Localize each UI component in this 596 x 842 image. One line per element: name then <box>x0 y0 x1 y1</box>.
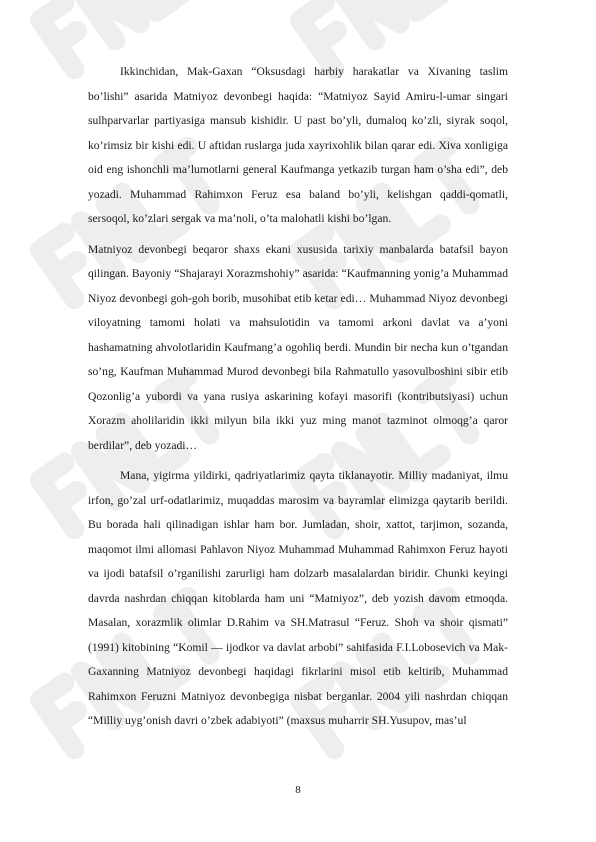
watermark-mark <box>40 0 222 69</box>
watermark-mark <box>300 0 482 69</box>
paragraph-2: Matniyoz devonbegi beqaror shaxs ekani xususida tarixiy manbalarda batafsil bayon qilingan. Bayoniy “Shajarayi Xorazmshohiy” asarida: “Kaufmanning yonig’a Muhammad Niyoz devonbegi goh-goh borib, musohibat etib ketar edi… Muhammad Niyoz devonbegi viloyatning tamomi holati va mahsulotidin va tamomi arkoni davlat va a’yoni hashamatning ahvolotlaridin Kaufmang’a ogohliq berdi. Mundin bir necha kun o’tgandan so’ng, Kaufman Muhammad Murod devonbegi bila Rahmatullo yasovulboshini sibir etib Qozonlig’a yubordi va yana rusiya askarining kofayi masorifi (kontributsiyasi) uchun Xorazm aholilaridin ikki milyun bila ikki yuz ming manot tazminot olmoqg’a qaror berdilar”, deb yozadi… <box>88 242 508 452</box>
page-number: 8 <box>295 784 301 796</box>
paragraph-1: Ikkinchidan, Mak-Gaxan “Oksusdagi harbiy harakatlar va Xivaning taslim bo’lishi” asarida Matniyoz devonbegi haqida: “Matniyoz Sayid Amiru-l-umar singari sulhparvarlar partiyasiga mansub kishidir. U past bo’yli, dumaloq ko’zli, siyrak soqol, ko’rimsiz bir kishi edi. U aftidan ruslarga juda xayrixohlik bilan qarar edi. Xiva xonligiga oid eng ishonchli ma’lumotlarni general Kaufmanga yetkazib turgan ham o’sha edi”, deb yozadi. Muhammad Rahimxon Feruz esa baland bo’yli, kelishgan qaddi-qomatli, sersoqol, ko’zlari sergak va ma’noli, o’ta malohatli kishi bo’lgan. <box>88 65 508 225</box>
body-text <box>88 60 508 740</box>
paragraph-3: Mana, yigirma yildirki, qadriyatlarimiz qayta tiklanayotir. Milliy madaniyat, ilmu irfon, go’zal urf-odatlarimiz, muqaddas marosim va bayramlar elimizga qaytarib berildi. Bu borada hali qilinadigan ishlar ham bor. Jumladan, shoir, xattot, tarjimon, sozanda, maqomot ilmi allomasi Pahlavon Niyoz Muhammad Muhammad Rahimxon Feruz hayoti va ijodi batafsil o’rganilishi zarurligi ham dolzarb masalalardan biridir. Chunki keyingi davrda nashrdan chiqqan kitoblarda ham uni “Matniyoz”, deb yozish davom etmoqda. Masalan, xorazmlik olimlar D.Rahim va SH.Matrasul “Feruz. Shoh va shoir qismati” (1991) kitobining “Komil — ijodkor va davlat arbobi” sahifasida F.I.Lobosevich va Mak-Gaxanning Matniyoz devonbegi haqidagi fikrlarini misol etib keltirib, Muhammad Rahimxon Feruzni Matniyoz devonbegiga nisbat berganlar. 2004 yili nashrdan chiqqan “Milliy uyg’onish davri o’zbek adabiyoti” (maxsus muharrir SH.Yusupov, mas’ul <box>88 469 508 727</box>
